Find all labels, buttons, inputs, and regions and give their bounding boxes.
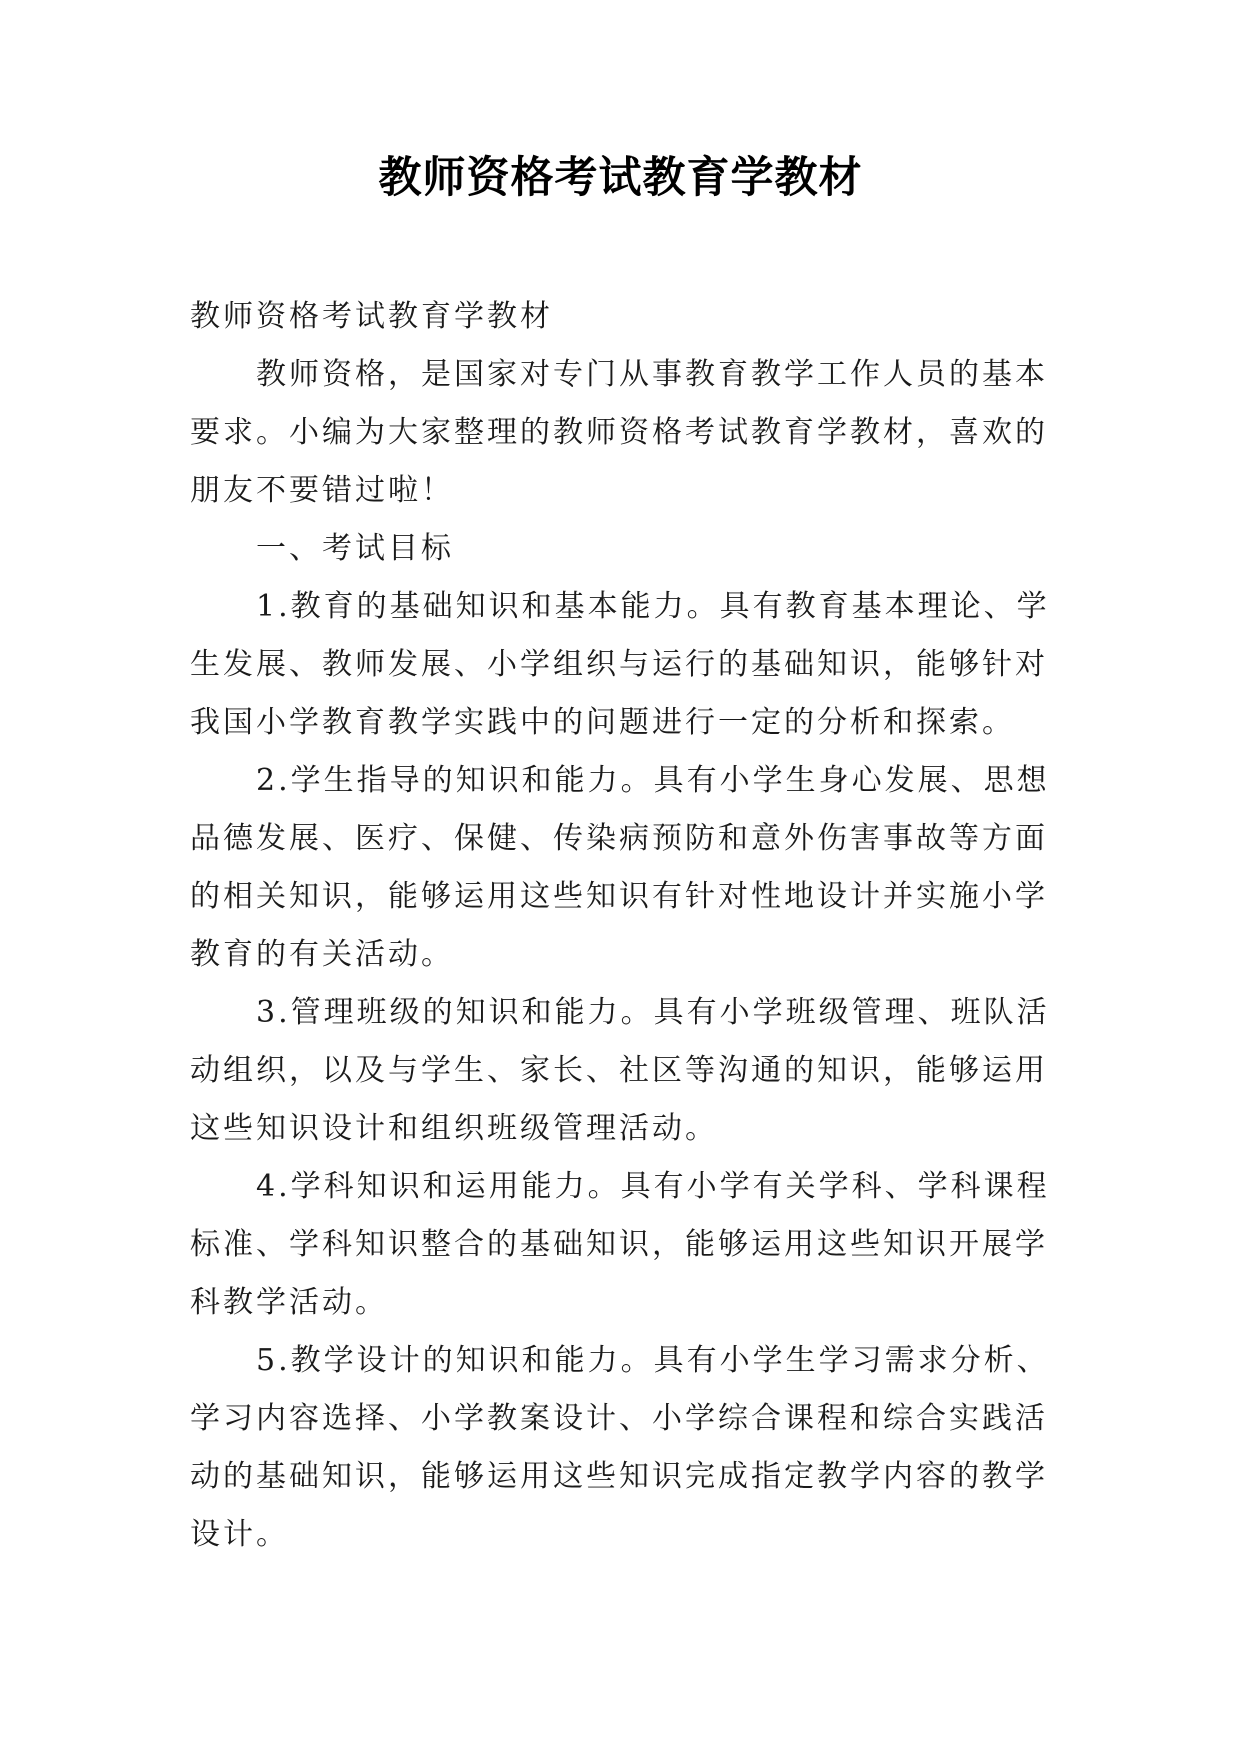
paragraph-intro: 教师资格，是国家对专门从事教育教学工作人员的基本要求。小编为大家整理的教师资格考试教育学教材，喜欢的朋友不要错过啦！: [190, 357, 1048, 508]
document-body: [190, 288, 1050, 1564]
section-heading-exam-goals: 一、考试目标: [256, 531, 454, 566]
paragraph-goal-4: 4.学科知识和运用能力。具有小学有关学科、学科课程标准、学科知识整合的基础知识，能够运用这些知识开展学科教学活动。: [190, 1169, 1050, 1320]
paragraph-goal-5: 5.教学设计的知识和能力。具有小学生学习需求分析、学习内容选择、小学教案设计、小学综合课程和综合实践活动的基础知识，能够运用这些知识完成指定教学内容的教学设计。: [190, 1343, 1050, 1552]
document-title: 教师资格考试教育学教材: [378, 153, 863, 203]
paragraph-goal-3: 3.管理班级的知识和能力。具有小学班级管理、班队活动组织，以及与学生、家长、社区等沟通的知识，能够运用这些知识设计和组织班级管理活动。: [190, 995, 1050, 1146]
paragraph-goal-2: 2.学生指导的知识和能力。具有小学生身心发展、思想品德发展、医疗、保健、传染病预防和意外伤害事故等方面的相关知识，能够运用这些知识有针对性地设计并实施小学教育的有关活动。: [190, 763, 1050, 972]
document-subtitle: 教师资格考试教育学教材: [190, 299, 553, 334]
paragraph-goal-1: 1.教育的基础知识和基本能力。具有教育基本理论、学生发展、教师发展、小学组织与运行的基础知识，能够针对我国小学教育教学实践中的问题进行一定的分析和探索。: [190, 589, 1050, 740]
